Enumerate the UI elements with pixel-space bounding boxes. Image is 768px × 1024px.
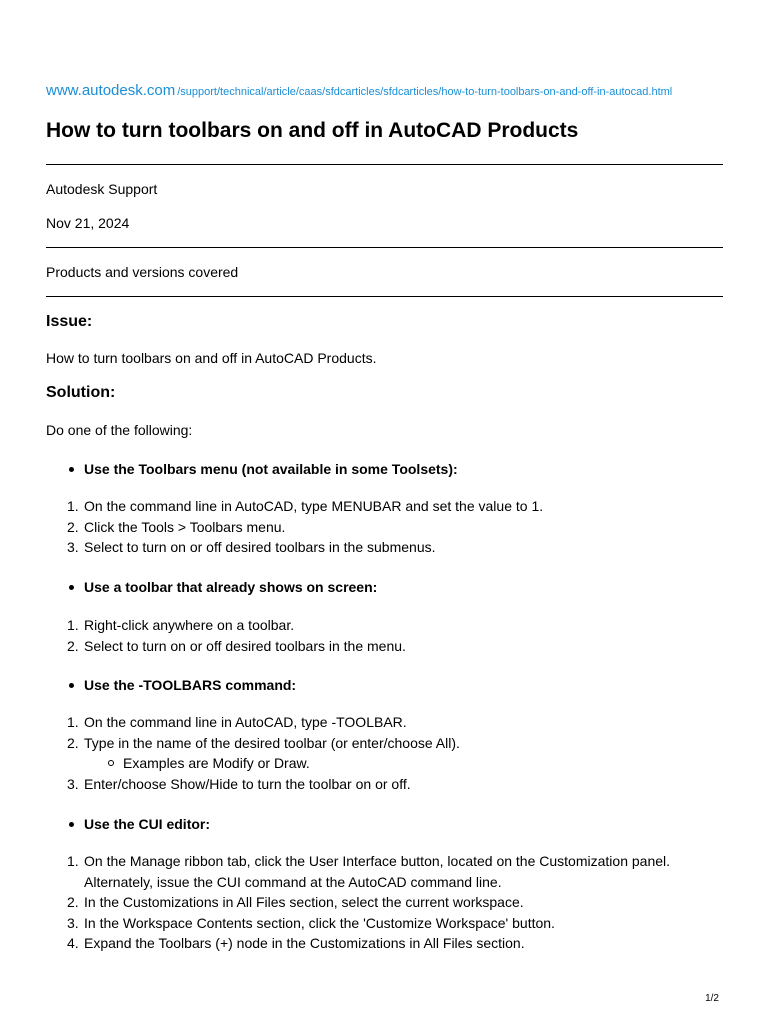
step-text: In the Workspace Contents section, click the 'Customize Workspace' button. [84,914,555,931]
article-author: Autodesk Support [46,181,158,197]
step-number: 2. [67,637,79,654]
step-number: 1. [67,853,79,869]
sub-list-item [46,753,723,774]
bullet-dot-icon [69,683,74,688]
step-number: 3. [67,914,79,931]
step-text: On the command line in AutoCAD, type -TOOLBAR. [84,714,407,730]
step-number: 2. [67,518,79,535]
step-number: 2. [67,734,79,751]
step-number: 3. [67,539,79,555]
step-text: On the command line in AutoCAD, type MENUBAR and set the value to 1. [84,498,544,514]
step-number: 2. [67,894,79,910]
bullet-dot-icon [69,585,74,590]
step-text: Right-click anywhere on a toolbar. [84,617,295,633]
method-steps [46,496,723,558]
list-item [46,913,723,934]
list-item [46,615,723,636]
step-text: In the Customizations in All Files section, select the current workspace. [84,894,524,910]
bullet-dot-icon [69,467,74,472]
source-url[interactable] [46,82,672,100]
list-item [46,933,723,954]
method-steps [46,851,723,954]
method-steps [46,712,723,794]
article-title: How to turn toolbars on and off in AutoCAD Products [46,119,579,142]
list-item [46,636,723,657]
step-text: Expand the Toolbars (+) node in the Customizations in All Files section. [84,935,525,951]
step-text: Type in the name of the desired toolbar (or enter/choose All). [84,734,460,751]
url-domain-link[interactable]: www.autodesk.com [46,82,176,99]
products-covered-label[interactable]: Products and versions covered [46,264,239,280]
list-item [46,892,723,913]
step-number: 3. [67,775,79,792]
step-text: Enter/choose Show/Hide to turn the toolbar on or off. [84,775,411,792]
page-number: 1/2 [705,993,719,1004]
list-item [46,712,723,733]
step-number: 1. [67,617,79,633]
method-title: Use the -TOOLBARS command: [84,677,297,693]
url-path-link[interactable]: /support/technical/article/caas/sfdcarticles/sfdcarticles/how-to-turn-toolbars-on-and-off-in-autocad.html [177,86,673,98]
step-text: Select to turn on or off desired toolbars in the submenus. [84,539,436,555]
method-steps [46,615,723,656]
method-title: Use the Toolbars menu (not available in some Toolsets): [84,461,458,477]
sub-step-text: Examples are Modify or Draw. [123,755,310,771]
circle-bullet-icon [108,760,114,766]
divider [46,164,723,165]
divider [46,296,723,297]
solution-heading: Solution: [46,384,116,401]
list-item [46,774,723,795]
bullet-dot-icon [69,822,74,827]
list-item [46,537,723,558]
step-text: Select to turn on or off desired toolbars in the menu. [84,637,406,654]
issue-heading: Issue: [46,313,93,330]
list-item [46,851,723,892]
method-title: Use a toolbar that already shows on screen: [84,579,378,595]
step-number: 1. [67,498,79,514]
divider [46,247,723,248]
step-number: 4. [67,935,79,951]
list-item [46,733,723,754]
step-number: 1. [67,714,79,730]
step-text: On the Manage ribbon tab, click the User Interface button, located on the Customization panel. Alternately, issue the CUI command at the AutoCAD command line. [84,853,671,890]
step-text: Click the Tools > Toolbars menu. [84,518,286,535]
issue-text: How to turn toolbars on and off in AutoCAD Products. [46,350,377,366]
list-item [46,496,723,517]
method-title: Use the CUI editor: [84,816,211,832]
list-item [46,517,723,538]
solution-intro: Do one of the following: [46,422,193,438]
article-date: Nov 21, 2024 [46,215,130,231]
